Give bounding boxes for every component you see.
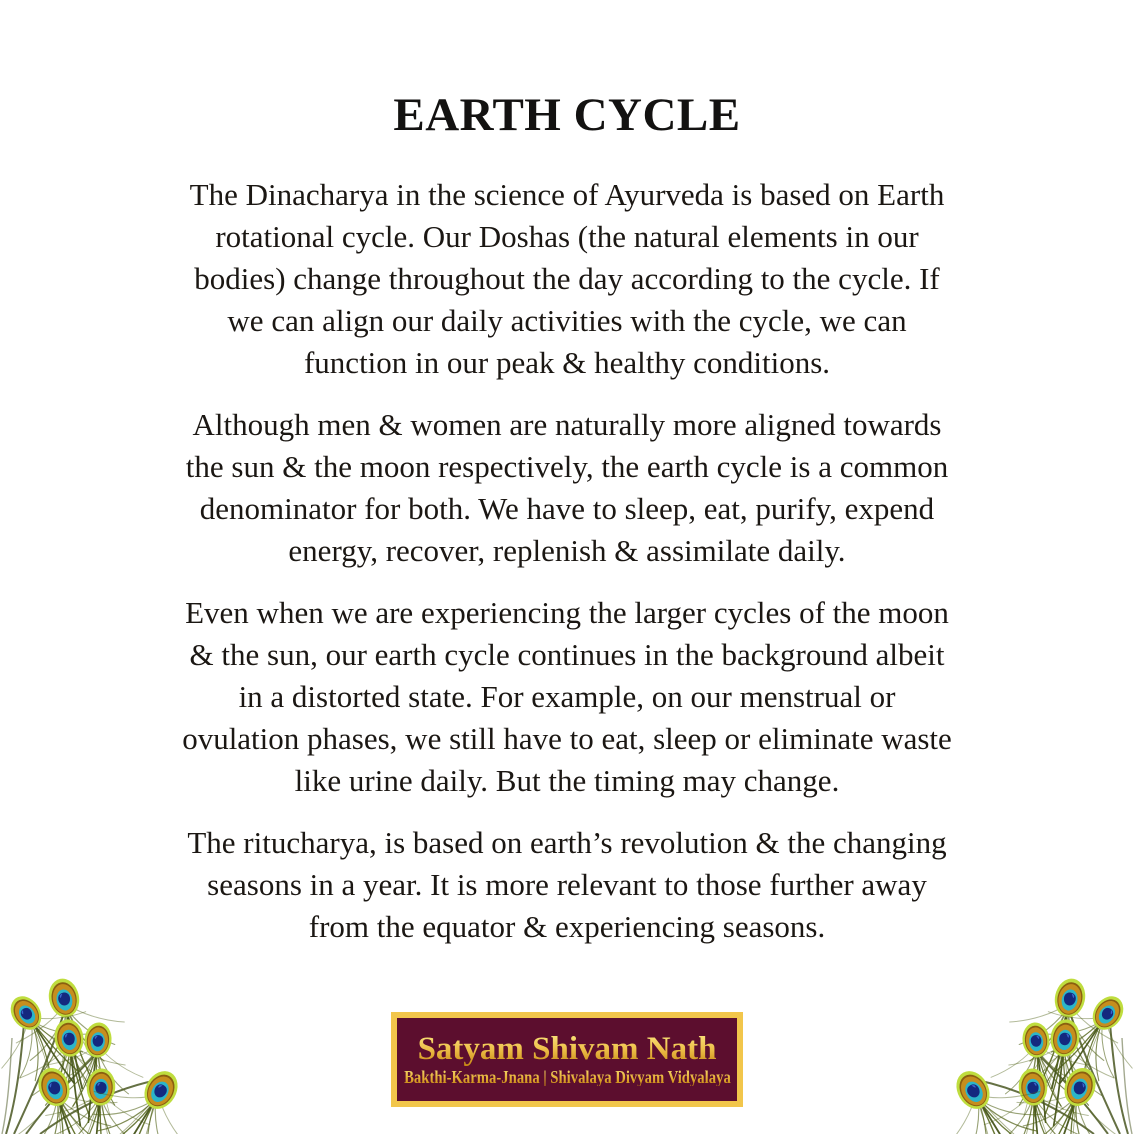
paragraph-line: The Dinacharya in the science of Ayurveda is based on Earth: [189, 177, 945, 213]
paragraph: [62, 592, 1072, 802]
paragraph-line: from the equator & experiencing seasons.: [308, 909, 826, 945]
brand-subtitle: Bakthi-Karma-Jnana | Shivalaya Divyam Vidyalaya: [403, 1066, 731, 1087]
paragraph-line: like urine daily. But the timing may change.: [294, 763, 840, 799]
paragraph-line: function in our peak & healthy conditions.: [303, 345, 831, 381]
paragraph-line: seasons in a year. It is more relevant to those further away: [207, 867, 927, 903]
paragraph-line: denominator for both. We have to sleep, eat, purify, expend: [199, 491, 935, 527]
paragraph-line: ovulation phases, we still have to eat, sleep or eliminate waste: [182, 721, 952, 757]
paragraph: [62, 404, 1072, 572]
paragraph: [62, 174, 1072, 384]
paragraph: [62, 822, 1072, 948]
paragraph-line: the sun & the moon respectively, the earth cycle is a common: [185, 449, 949, 485]
brand-box: [391, 1012, 743, 1107]
paragraph-line: bodies) change throughout the day according to the cycle. If: [194, 261, 940, 297]
paragraph-line: The ritucharya, is based on earth’s revolution & the changing: [187, 825, 947, 861]
peacock-feathers-left-icon: [0, 934, 232, 1134]
paragraph-line: & the sun, our earth cycle continues in the background albeit: [189, 637, 945, 673]
peacock-feathers-right-icon: [902, 934, 1134, 1134]
paragraph-line: in a distorted state. For example, on our menstrual or: [238, 679, 896, 715]
paragraph-line: rotational cycle. Our Doshas (the natural elements in our: [215, 219, 919, 255]
paragraph-line: energy, recover, replenish & assimilate daily.: [288, 533, 846, 569]
brand-title: Satyam Shivam Nath: [417, 1030, 717, 1067]
page-title: EARTH CYCLE: [393, 89, 741, 141]
paragraph-line: Although men & women are naturally more aligned towards: [192, 407, 942, 443]
paragraph-line: we can align our daily activities with the cycle, we can: [227, 303, 907, 339]
body-text: [62, 174, 1072, 948]
paragraph-line: Even when we are experiencing the larger cycles of the moon: [185, 595, 949, 631]
